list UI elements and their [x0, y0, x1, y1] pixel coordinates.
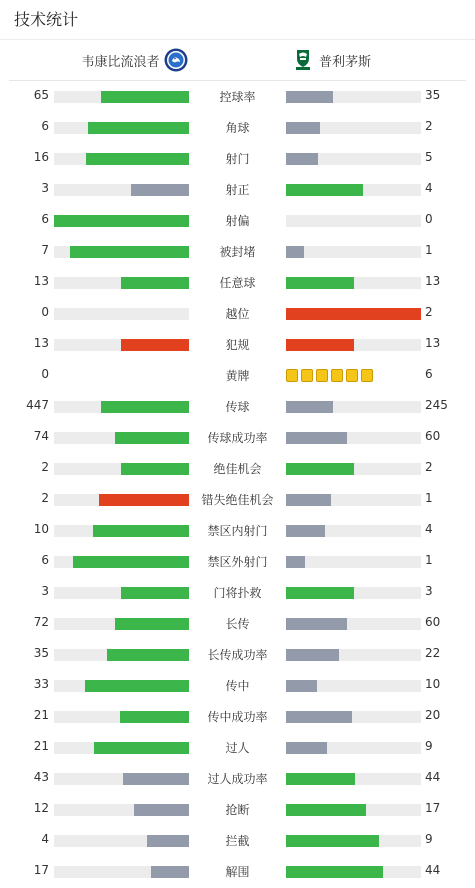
- home-stat-bar-track: [54, 153, 189, 165]
- home-stat-value: 6: [41, 212, 49, 226]
- home-stat-bar-track: [54, 804, 189, 816]
- home-stat-bar: [93, 525, 189, 537]
- away-stat-bar-track: [286, 215, 421, 227]
- home-stat-bar-track: [54, 587, 189, 599]
- stat-label: 传球: [225, 400, 250, 414]
- away-stat-bar: [286, 649, 339, 661]
- away-stat-value: 13: [425, 274, 441, 288]
- home-stat-bar: [73, 556, 189, 568]
- home-stat-bar: [115, 432, 189, 444]
- stat-label: 过人成功率: [207, 772, 268, 786]
- away-stat-bar-track: [286, 246, 421, 258]
- yellow-card-icon: [301, 369, 313, 382]
- home-stat-bar-track: [54, 866, 189, 878]
- home-stat-bar: [147, 835, 189, 847]
- away-stat-bar: [286, 463, 354, 475]
- yellow-card-icon: [316, 369, 328, 382]
- stat-row: [0, 825, 475, 856]
- stat-row: [0, 515, 475, 546]
- stat-row: [0, 81, 475, 112]
- stat-row: [0, 794, 475, 825]
- away-stat-bar: [286, 680, 317, 692]
- home-stat-bar-track: [54, 184, 189, 196]
- away-stat-value: 6: [425, 367, 433, 381]
- away-stat-bar: [286, 184, 363, 196]
- stat-row: [0, 639, 475, 670]
- home-stat-bar: [88, 122, 189, 134]
- home-stat-bar: [86, 153, 189, 165]
- stat-label: 控球率: [219, 90, 256, 104]
- home-stat-value: 65: [33, 88, 49, 102]
- home-stat-bar: [121, 463, 189, 475]
- stat-label: 长传: [225, 617, 250, 631]
- home-stat-value: 6: [41, 119, 49, 133]
- away-stat-bar: [286, 494, 331, 506]
- away-stat-bar-track: [286, 401, 421, 413]
- away-stat-value: 2: [425, 119, 433, 133]
- away-stat-value: 1: [425, 553, 433, 567]
- stat-row: [0, 763, 475, 794]
- home-stat-bar: [123, 773, 189, 785]
- home-stat-value: 447: [26, 398, 49, 412]
- away-stat-bar-track: [286, 184, 421, 196]
- home-team-badge-icon: [164, 48, 188, 72]
- away-stat-bar: [286, 866, 383, 878]
- home-stat-bar: [121, 339, 189, 351]
- away-stat-bar: [286, 742, 327, 754]
- stat-row: [0, 360, 475, 391]
- stat-label: 射正: [225, 183, 250, 197]
- home-stat-value: 10: [33, 522, 49, 536]
- away-stat-value: 4: [425, 181, 433, 195]
- stat-label: 被封堵: [219, 245, 256, 259]
- stat-label: 黄牌: [225, 369, 250, 383]
- home-stat-bar-track: [54, 711, 189, 723]
- away-stat-bar-track: [286, 153, 421, 165]
- home-stat-value: 43: [33, 770, 49, 784]
- stat-row: [0, 298, 475, 329]
- home-stat-value: 3: [41, 181, 49, 195]
- home-stat-bar-track: [54, 618, 189, 630]
- home-stat-bar: [121, 277, 189, 289]
- home-stat-bar: [85, 680, 189, 692]
- away-stat-value: 44: [425, 863, 441, 877]
- home-stat-value: 17: [33, 863, 49, 877]
- away-stat-bar-track: [286, 494, 421, 506]
- stats-list: [0, 81, 475, 887]
- away-stat-bar-track: [286, 618, 421, 630]
- home-stat-bar: [121, 587, 189, 599]
- away-stat-bar: [286, 618, 347, 630]
- away-stat-value: 1: [425, 243, 433, 257]
- home-team[interactable]: [81, 48, 187, 72]
- away-stat-bar: [286, 711, 352, 723]
- stat-row: [0, 267, 475, 298]
- stat-row: [0, 143, 475, 174]
- stat-label: 任意球: [219, 276, 256, 290]
- yellow-card-icon: [331, 369, 343, 382]
- away-stat-bar-track: [286, 804, 421, 816]
- home-stat-bar-track: [54, 742, 189, 754]
- away-stat-bar-track: [286, 835, 421, 847]
- yellow-card-icon: [361, 369, 373, 382]
- home-stat-value: 21: [33, 739, 49, 753]
- away-stat-bar-track: [286, 556, 421, 568]
- away-stat-bar: [286, 308, 421, 320]
- away-stat-value: 245: [425, 398, 448, 412]
- away-stat-value: 10: [425, 677, 441, 691]
- stat-row: [0, 608, 475, 639]
- stat-row: [0, 422, 475, 453]
- away-stat-value: 35: [425, 88, 441, 102]
- home-stat-value: 12: [33, 801, 49, 815]
- away-stat-bar: [286, 587, 354, 599]
- stat-row: [0, 112, 475, 143]
- home-stat-bar-track: [54, 122, 189, 134]
- away-stat-bar: [286, 835, 379, 847]
- away-stat-value: 9: [425, 739, 433, 753]
- home-stat-bar-track: [54, 91, 189, 103]
- stat-label: 门将扑救: [213, 586, 262, 600]
- away-team-name: 普利茅斯: [319, 54, 372, 70]
- home-stat-bar: [107, 649, 189, 661]
- home-stat-bar-track: [54, 215, 189, 227]
- away-yellow-cards: [286, 369, 373, 382]
- away-stat-bar: [286, 246, 304, 258]
- away-stat-bar: [286, 277, 354, 289]
- home-stat-value: 33: [33, 677, 49, 691]
- home-stat-bar-track: [54, 649, 189, 661]
- home-stat-bar: [151, 866, 189, 878]
- away-stat-bar-track: [286, 91, 421, 103]
- home-stat-value: 13: [33, 274, 49, 288]
- away-stat-value: 9: [425, 832, 433, 846]
- home-team-name: 韦康比流浪者: [81, 54, 160, 70]
- home-stat-bar-track: [54, 835, 189, 847]
- away-stat-bar: [286, 432, 347, 444]
- away-stat-bar: [286, 339, 354, 351]
- home-stat-bar-track: [54, 680, 189, 692]
- away-stat-bar: [286, 153, 318, 165]
- away-stat-value: 17: [425, 801, 441, 815]
- away-stat-value: 44: [425, 770, 441, 784]
- away-stat-value: 60: [425, 429, 441, 443]
- home-stat-bar-track: [54, 494, 189, 506]
- away-team-badge-icon: [291, 48, 315, 72]
- stat-label: 角球: [225, 121, 250, 135]
- home-stat-value: 21: [33, 708, 49, 722]
- home-stat-bar: [70, 246, 189, 258]
- home-stat-value: 35: [33, 646, 49, 660]
- home-stat-value: 7: [41, 243, 49, 257]
- yellow-card-icon: [286, 369, 298, 382]
- home-stat-bar-track: [54, 773, 189, 785]
- away-stat-bar: [286, 122, 320, 134]
- stat-label: 传中: [225, 679, 250, 693]
- away-stat-bar-track: [286, 525, 421, 537]
- away-stat-bar-track: [286, 649, 421, 661]
- stat-label: 禁区外射门: [207, 555, 268, 569]
- home-stat-value: 13: [33, 336, 49, 350]
- away-stat-bar-track: [286, 711, 421, 723]
- away-stat-bar: [286, 773, 355, 785]
- home-stat-bar-track: [54, 525, 189, 537]
- away-stat-value: 20: [425, 708, 441, 722]
- stat-row: [0, 205, 475, 236]
- stat-row: [0, 329, 475, 360]
- home-stat-bar-track: [54, 401, 189, 413]
- away-stat-bar-track: [286, 122, 421, 134]
- home-stat-bar-track: [54, 463, 189, 475]
- stat-label: 错失绝佳机会: [201, 493, 274, 507]
- away-stat-value: 2: [425, 460, 433, 474]
- stat-label: 射偏: [225, 214, 250, 228]
- away-stat-bar: [286, 804, 366, 816]
- away-stat-bar-track: [286, 773, 421, 785]
- stat-row: [0, 732, 475, 763]
- stat-label: 绝佳机会: [213, 462, 262, 476]
- home-stat-bar-track: [54, 246, 189, 258]
- away-stat-value: 60: [425, 615, 441, 629]
- away-stat-bar-track: [286, 308, 421, 320]
- stat-row: [0, 453, 475, 484]
- stat-label: 禁区内射门: [207, 524, 268, 538]
- away-stat-value: 1: [425, 491, 433, 505]
- home-stat-bar-track: [54, 277, 189, 289]
- stat-row: [0, 236, 475, 267]
- stat-label: 犯规: [225, 338, 250, 352]
- teams-header: [9, 40, 466, 81]
- home-stat-value: 2: [41, 491, 49, 505]
- away-stat-value: 2: [425, 305, 433, 319]
- home-stat-value: 72: [33, 615, 49, 629]
- home-stat-value: 3: [41, 584, 49, 598]
- stat-row: [0, 670, 475, 701]
- stat-row: [0, 484, 475, 515]
- home-stat-value: 0: [41, 305, 49, 319]
- home-stat-bar: [131, 184, 189, 196]
- stat-label: 传球成功率: [207, 431, 268, 445]
- home-stat-bar: [134, 804, 189, 816]
- home-stat-bar: [99, 494, 189, 506]
- stat-row: [0, 391, 475, 422]
- away-stat-bar: [286, 556, 305, 568]
- page-title: 技术统计: [0, 0, 475, 40]
- away-stat-value: 5: [425, 150, 433, 164]
- away-team[interactable]: [291, 48, 371, 72]
- home-stat-bar-track: [54, 339, 189, 351]
- away-stat-bar-track: [286, 339, 421, 351]
- home-stat-value: 0: [41, 367, 49, 381]
- home-stat-bar-track: [54, 308, 189, 320]
- stat-label: 射门: [225, 152, 250, 166]
- stat-label: 拦截: [225, 834, 250, 848]
- home-stat-bar: [94, 742, 189, 754]
- away-stat-bar-track: [286, 463, 421, 475]
- home-stat-bar-track: [54, 556, 189, 568]
- away-stat-value: 22: [425, 646, 441, 660]
- home-stat-value: 4: [41, 832, 49, 846]
- stat-row: [0, 856, 475, 887]
- home-stat-value: 6: [41, 553, 49, 567]
- home-stat-value: 16: [33, 150, 49, 164]
- home-stat-value: 74: [33, 429, 49, 443]
- away-stat-value: 3: [425, 584, 433, 598]
- away-stat-bar: [286, 91, 333, 103]
- home-stat-bar: [101, 401, 189, 413]
- away-stat-value: 13: [425, 336, 441, 350]
- away-stat-bar: [286, 401, 333, 413]
- stat-label: 过人: [225, 741, 250, 755]
- away-stat-value: 4: [425, 522, 433, 536]
- home-stat-bar: [120, 711, 189, 723]
- home-stat-value: 2: [41, 460, 49, 474]
- stat-label: 长传成功率: [207, 648, 268, 662]
- home-stat-bar: [54, 215, 189, 227]
- away-stat-bar-track: [286, 277, 421, 289]
- home-stat-bar: [115, 618, 189, 630]
- away-stat-value: 0: [425, 212, 433, 226]
- stat-label: 传中成功率: [207, 710, 268, 724]
- yellow-card-icon: [346, 369, 358, 382]
- stat-label: 解围: [225, 865, 250, 879]
- stat-row: [0, 546, 475, 577]
- away-stat-bar-track: [286, 432, 421, 444]
- away-stat-bar-track: [286, 680, 421, 692]
- away-stat-bar-track: [286, 587, 421, 599]
- away-stat-bar: [286, 525, 325, 537]
- stat-label: 越位: [225, 307, 250, 321]
- stat-row: [0, 701, 475, 732]
- stat-row: [0, 577, 475, 608]
- stat-row: [0, 174, 475, 205]
- away-stat-bar-track: [286, 742, 421, 754]
- away-stat-bar-track: [286, 866, 421, 878]
- stat-label: 抢断: [225, 803, 250, 817]
- home-stat-bar: [101, 91, 189, 103]
- home-stat-bar-track: [54, 432, 189, 444]
